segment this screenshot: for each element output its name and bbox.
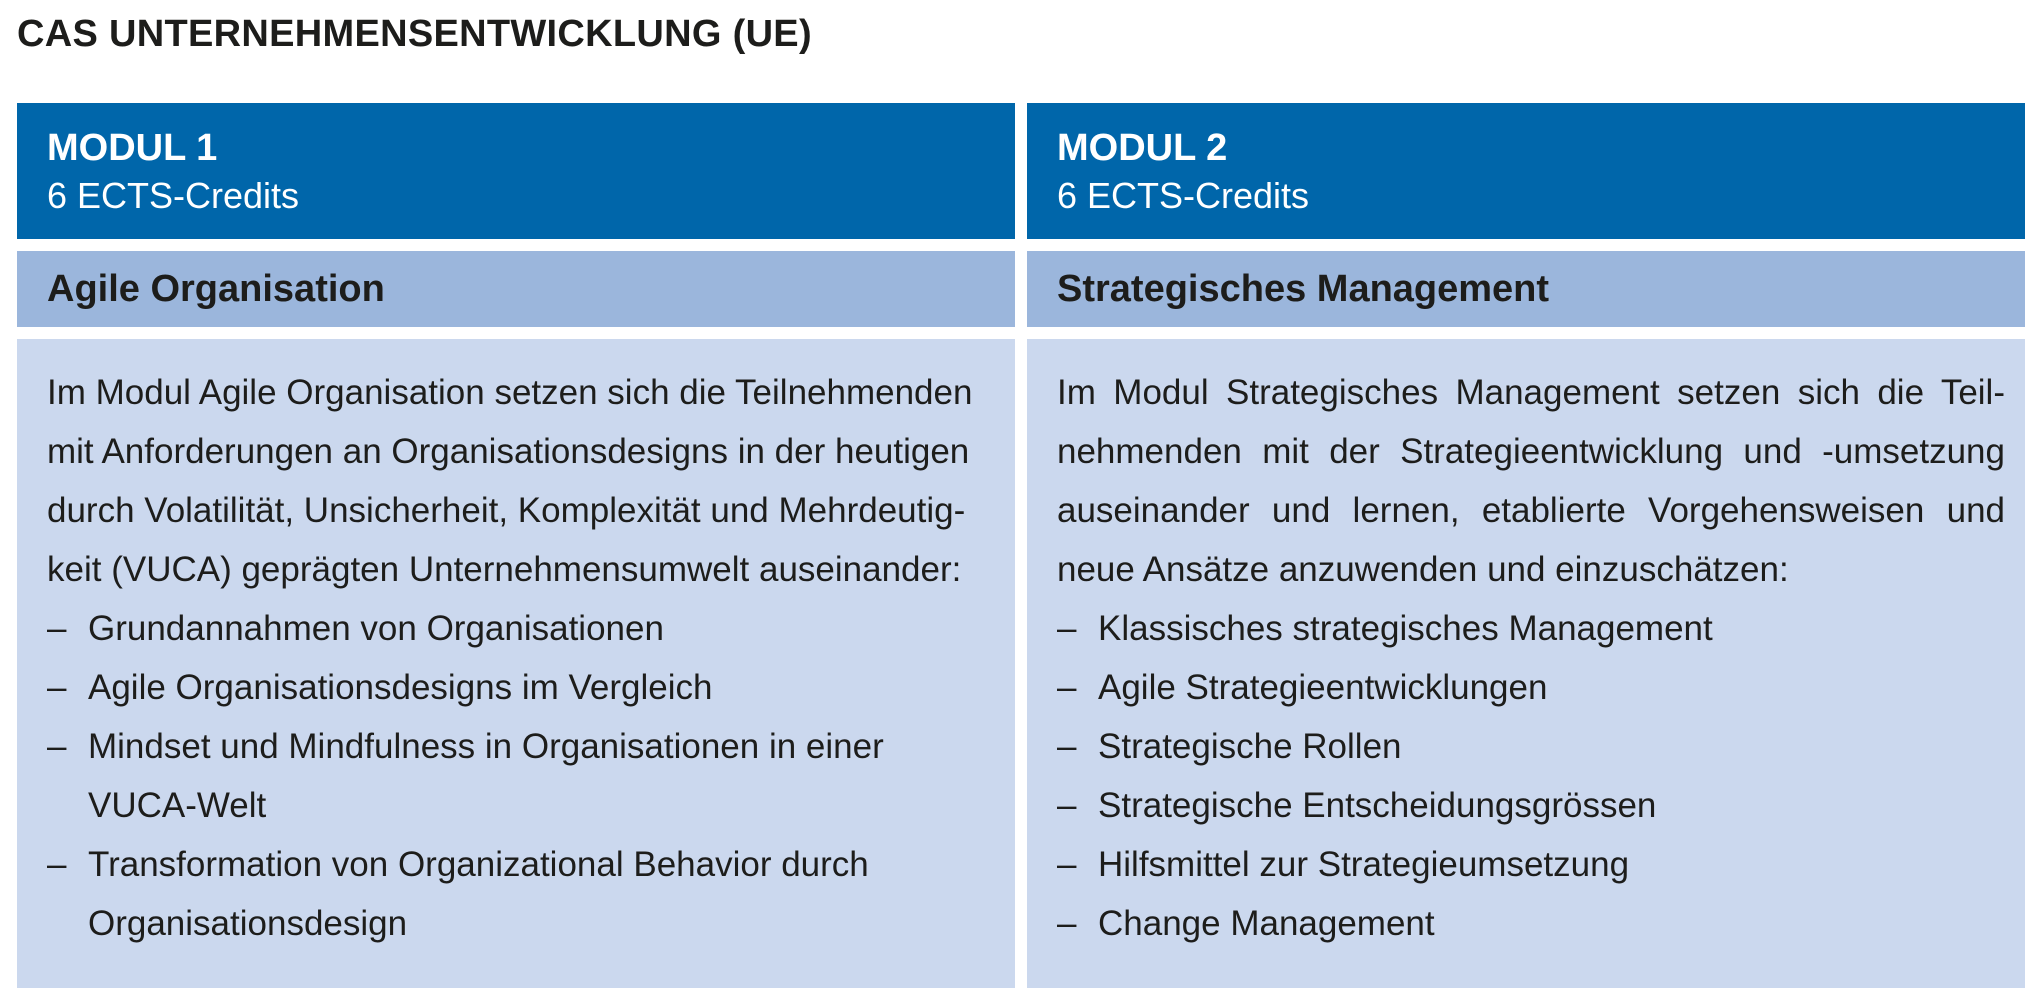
list-item-text: Change Management	[1098, 904, 1435, 943]
intro-line: mit Anforderungen an Organisationsdesigns in der heutigen	[47, 432, 970, 471]
list-item-text: VUCA-Welt	[88, 786, 267, 825]
module-number: MODUL 1	[47, 127, 218, 169]
list-item-text: Klassisches strategisches Management	[1098, 609, 1713, 648]
list-item-text: Transformation von Organizational Behavior durch	[88, 845, 869, 884]
module-header	[17, 103, 1015, 239]
dash-bullet: –	[1057, 727, 1077, 766]
list-item	[1057, 599, 2005, 658]
list-item-text: Agile Organisationsdesigns im Vergleich	[88, 668, 713, 707]
module-column-1	[17, 103, 1015, 988]
list-item-text: Grundannahmen von Organisationen	[88, 609, 664, 648]
list-item-text: Mindset und Mindfulness in Organisationen in einer	[88, 727, 884, 766]
list-item	[1057, 717, 2005, 776]
dash-bullet: –	[1057, 609, 1077, 648]
module-title: Strategisches Management	[1027, 251, 2025, 327]
module-intro	[1057, 363, 2005, 599]
module-credits: 6 ECTS-Credits	[47, 175, 300, 216]
module-description	[1027, 339, 2025, 988]
page-title: CAS UNTERNEHMENSENTWICKLUNG (UE)	[17, 13, 812, 55]
list-item-text: Strategische Rollen	[1098, 727, 1402, 766]
module-title: Agile Organisation	[17, 251, 1015, 327]
modules-table	[17, 103, 2025, 988]
intro-line: durch Volatilität, Unsicherheit, Komplexität und Mehrdeutig-	[47, 491, 966, 530]
intro-line: auseinander und lernen, etablierte Vorgehensweisen und	[1057, 491, 2005, 530]
list-item-text: Strategische Entscheidungsgrössen	[1098, 786, 1657, 825]
list-item	[47, 599, 995, 658]
list-item	[47, 717, 995, 835]
dash-bullet: –	[47, 668, 67, 707]
list-item	[47, 658, 995, 717]
module-number: MODUL 2	[1057, 127, 1228, 169]
topic-list	[47, 599, 995, 953]
dash-bullet: –	[47, 727, 67, 766]
module-description	[17, 339, 1015, 988]
intro-line: Im Modul Strategisches Management setzen sich die Teil-	[1057, 373, 2005, 412]
list-item-text: Agile Strategieentwicklungen	[1098, 668, 1548, 707]
list-item	[1057, 658, 2005, 717]
module-header	[1027, 103, 2025, 239]
topic-list	[1057, 599, 2005, 953]
dash-bullet: –	[47, 609, 67, 648]
intro-line: Im Modul Agile Organisation setzen sich die Teilnehmenden	[47, 373, 973, 412]
list-item	[1057, 894, 2005, 953]
list-item	[47, 835, 995, 953]
list-item-text: Organisationsdesign	[88, 904, 408, 943]
dash-bullet: –	[1057, 786, 1077, 825]
dash-bullet: –	[1057, 904, 1077, 943]
list-item	[1057, 835, 2005, 894]
module-column-2	[1027, 103, 2025, 988]
intro-line: nehmenden mit der Strategieentwicklung und -umsetzung	[1057, 432, 2005, 471]
dash-bullet: –	[47, 845, 67, 884]
dash-bullet: –	[1057, 668, 1077, 707]
module-intro	[47, 363, 995, 599]
intro-line: keit (VUCA) geprägten Unternehmensumwelt auseinander:	[47, 550, 962, 589]
list-item-text: Hilfsmittel zur Strategieumsetzung	[1098, 845, 1630, 884]
intro-line: neue Ansätze anzuwenden und einzuschätzen:	[1057, 550, 1789, 589]
list-item	[1057, 776, 2005, 835]
dash-bullet: –	[1057, 845, 1077, 884]
module-credits: 6 ECTS-Credits	[1057, 175, 1310, 216]
